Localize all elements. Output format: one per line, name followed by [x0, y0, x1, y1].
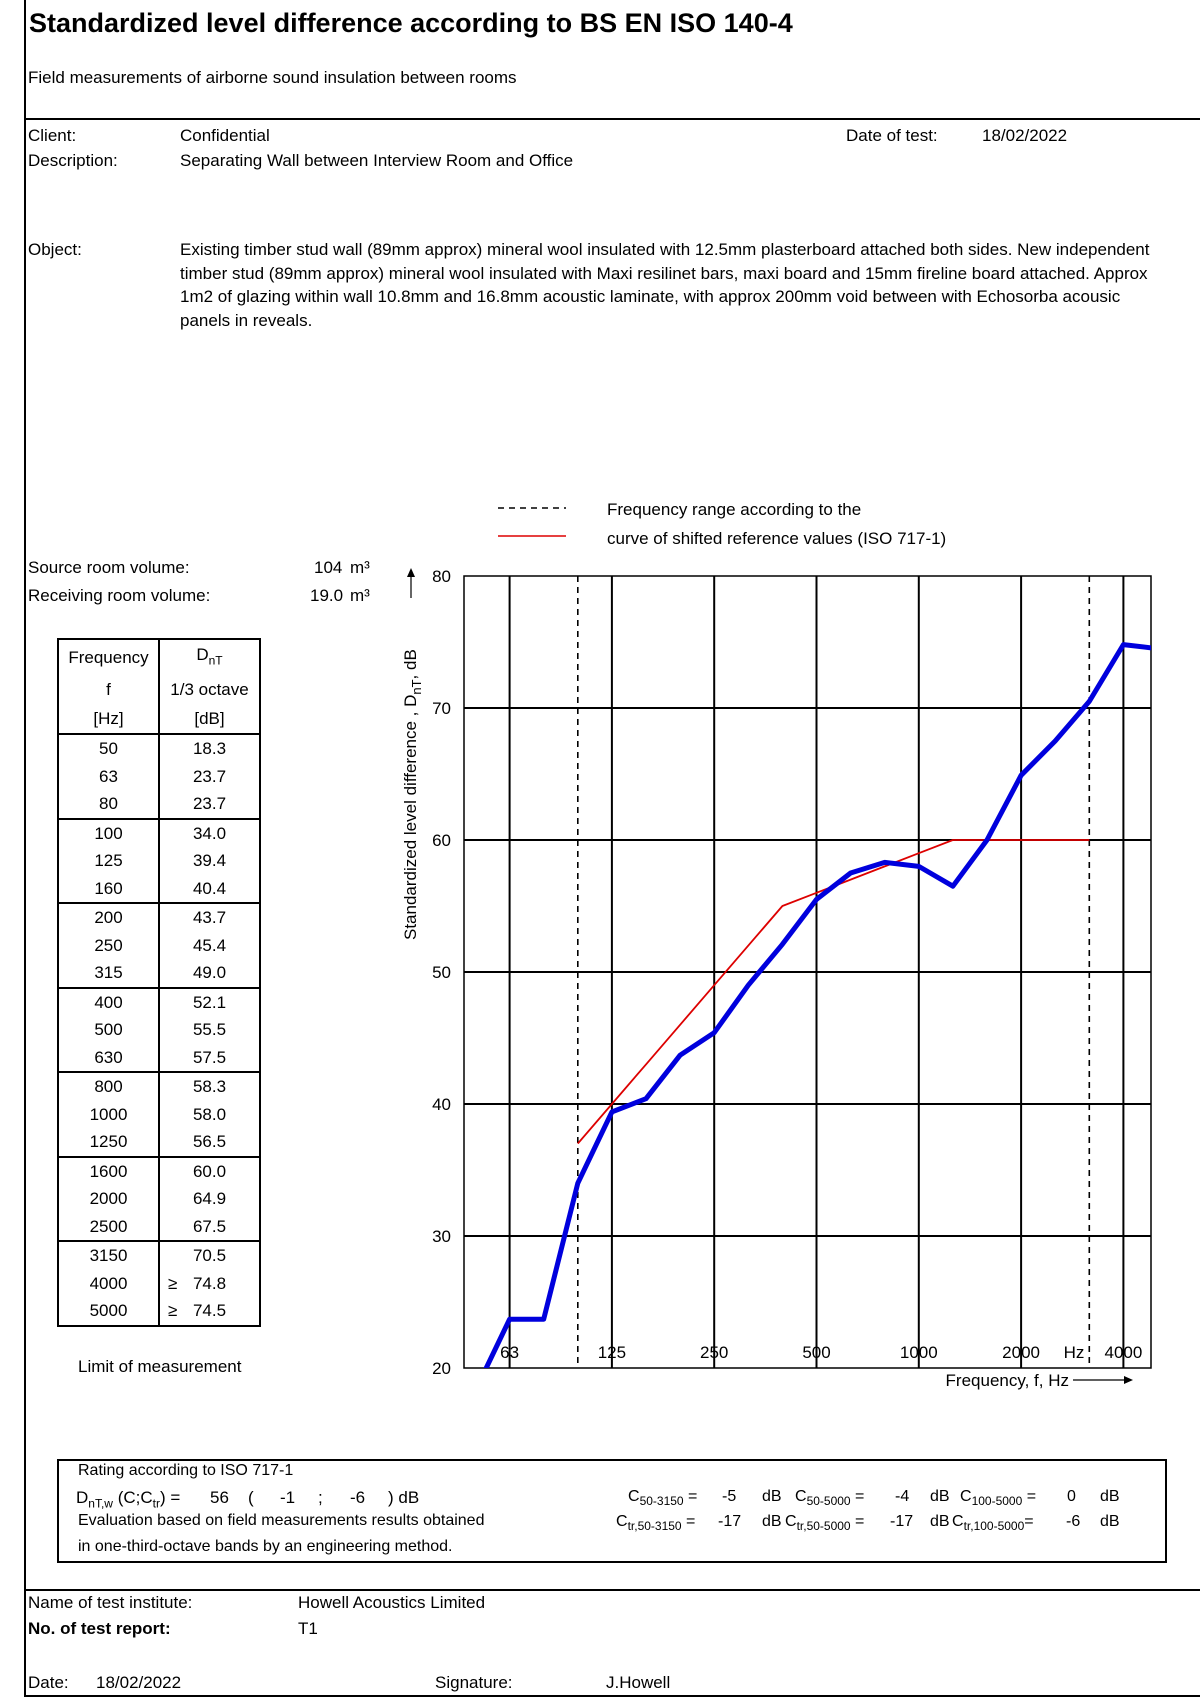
frequency-cell: 63 [58, 763, 159, 791]
footer-date-label: Date: [28, 1673, 69, 1692]
limit-symbol: ≥ [168, 1273, 178, 1293]
report-number-value: T1 [298, 1619, 318, 1638]
header-octave-text: 1/3 octave [170, 679, 249, 699]
x-axis-arrow [1073, 1376, 1133, 1384]
frequency-cell: 4000 [58, 1270, 159, 1298]
x-tick-label: 2000 [1002, 1343, 1041, 1362]
dnt-value: 23.7 [192, 766, 227, 786]
c-100-5000-label: $C_{100-5000}$ = [960, 1488, 1037, 1509]
client-label: Client: [28, 126, 77, 145]
dnt-value: 70.5 [192, 1246, 227, 1266]
date-of-test-label: Date of test: [846, 126, 938, 145]
frequency-cell: 160 [58, 875, 159, 904]
dnt-value: 23.7 [192, 794, 227, 814]
dnt-value: 56.5 [192, 1132, 227, 1152]
c-100-5000-unit: dB [1100, 1488, 1120, 1505]
x-tick-label: 63 [500, 1343, 520, 1362]
c-50-5000-unit: dB [930, 1488, 950, 1505]
rating-eval-2: in one-third-octave bands by an engineering method. [78, 1538, 453, 1555]
rating-paren-end: ) = [160, 1488, 181, 1507]
receiving-volume-label: Receiving room volume: [28, 586, 211, 605]
c-50-3150-unit: dB [762, 1488, 782, 1505]
rating-unit: ) dB [388, 1488, 420, 1507]
receiving-volume-unit: m³ [350, 586, 370, 605]
rating-c-value: -1 [280, 1488, 296, 1507]
frequency-cell: 2000 [58, 1185, 159, 1213]
description-value: Separating Wall between Interview Room and Office [180, 151, 574, 170]
frequency-cell: 800 [58, 1072, 159, 1101]
dnt-value: 45.4 [192, 935, 227, 955]
rating-eval-1: Evaluation based on field measurements results obtained [78, 1512, 485, 1529]
rating-rw-value: 56 [210, 1488, 229, 1507]
dnt-value: 55.5 [192, 1020, 227, 1040]
signature-label: Signature: [435, 1673, 513, 1692]
description-label: Description: [28, 151, 118, 170]
y-axis-title [401, 649, 424, 940]
ctr-100-5000-value: -6 [1066, 1513, 1081, 1530]
y-tick-label: 50 [432, 963, 451, 982]
dnt-value: 74.8 [192, 1273, 227, 1293]
signature-value: J.Howell [606, 1673, 671, 1692]
footer-date-value: 18/02/2022 [96, 1673, 182, 1692]
x-tick-label: 4000 [1104, 1343, 1143, 1362]
frequency-cell: 80 [58, 790, 159, 819]
header-hz-text: [Hz] [93, 708, 124, 728]
frequency-cell: 250 [58, 932, 159, 960]
ctr-100-5000-label: $C_{tr,100-5000}=$ [952, 1513, 1034, 1534]
frequency-cell: 500 [58, 1016, 159, 1044]
institute-label: Name of test institute: [28, 1593, 193, 1612]
c-50-5000-value: -4 [895, 1488, 910, 1505]
source-volume-label: Source room volume: [28, 558, 190, 577]
x-tick-label: 500 [802, 1343, 831, 1362]
y-tick-label: 60 [432, 831, 451, 850]
ctr-50-5000-value: -17 [890, 1513, 914, 1530]
frequency-cell: 400 [58, 988, 159, 1017]
frequency-cell: 200 [58, 903, 159, 932]
ctr-50-3150-value: -17 [718, 1513, 742, 1530]
y-axis-title-sub: nT [409, 679, 424, 695]
institute-value: Howell Acoustics Limited [298, 1593, 486, 1612]
dnt-value: 49.0 [192, 963, 227, 983]
dnt-value: 52.1 [192, 992, 227, 1012]
rating-ctr-value: -6 [350, 1488, 366, 1507]
rating-heading: Rating according to ISO 717-1 [78, 1462, 294, 1479]
rating-paren-sub: tr [152, 1496, 160, 1511]
dnt-value: 60.0 [192, 1161, 227, 1181]
x-tick-label: 1000 [899, 1343, 938, 1362]
rating-paren: (C;C [117, 1488, 153, 1507]
legend-text-1: Frequency range according to the [607, 500, 862, 519]
dnt-value: 74.5 [192, 1301, 227, 1321]
header-dnt-sub: nT [208, 653, 223, 668]
y-tick-label: 30 [432, 1227, 451, 1246]
x-tick-label: 125 [597, 1343, 627, 1362]
page-title: Standardized level difference according to BS EN ISO 140-4 [29, 8, 793, 38]
client-value: Confidential [180, 126, 270, 145]
ctr-50-5000-label: $C_{tr,50-5000}$ = [785, 1513, 865, 1534]
frequency-cell: 5000 [58, 1297, 159, 1326]
frequency-cell: 1000 [58, 1101, 159, 1129]
frequency-cell: 2500 [58, 1213, 159, 1242]
y-tick-label: 20 [432, 1359, 451, 1378]
dnt-value: 34.0 [192, 823, 227, 843]
header-dnt-main: D [196, 645, 209, 664]
y-axis-title-main: Standardized level difference , D [401, 694, 420, 940]
frequency-cell: 3150 [58, 1241, 159, 1270]
dnt-value: 40.4 [192, 878, 227, 898]
chart-x-ticks [500, 1343, 1142, 1362]
dnt-value: 43.7 [192, 908, 227, 928]
dnt-value: 39.4 [192, 851, 227, 871]
header-f-text: f [106, 679, 111, 699]
divider-footer [24, 1589, 1200, 1591]
object-description: Existing timber stud wall (89mm approx) mineral wool insulated with 12.5mm plasterboard attached both sides. New independent timber stud (89mm approx) mineral wool insulated with Maxi resilinet bars, maxi board and 15mm fireline board attached. Approx 1m2 of glazing within wall 10.8mm and 16.8mm acoustic laminate, with approx 200mm void between with Echosorba acousic panels in reveals. [180, 240, 1150, 330]
source-volume-value: 104 [314, 558, 343, 577]
y-axis-arrow [407, 568, 415, 598]
rating-dntw [76, 1488, 180, 1510]
y-axis-title-unit: , dB [401, 649, 420, 680]
y-tick-label: 80 [432, 567, 451, 586]
limit-symbol: ≥ [168, 1301, 178, 1321]
chart-y-ticks [432, 567, 451, 1378]
ctr-50-3150-label: $C_{tr,50-3150}$ = [616, 1513, 696, 1534]
frequency-cell: 50 [58, 734, 159, 763]
rating-d-sub: nT,w [88, 1496, 113, 1511]
header-db-text: [dB] [194, 708, 225, 728]
report-number-label: No. of test report: [28, 1619, 171, 1638]
rating-d: D [76, 1488, 89, 1507]
y-tick-label: 40 [432, 1095, 451, 1114]
rating-semicolon: ; [318, 1488, 323, 1507]
page-subtitle: Field measurements of airborne sound insulation between rooms [28, 68, 517, 87]
limit-of-measurement-note: Limit of measurement [78, 1357, 242, 1376]
dnt-value: 64.9 [192, 1189, 227, 1209]
frequency-cell: 125 [58, 847, 159, 875]
receiving-volume-value: 19.0 [310, 586, 344, 605]
date-of-test-value: 18/02/2022 [982, 126, 1068, 145]
c-100-5000-value: 0 [1067, 1488, 1076, 1505]
header-frequency-text: Frequency [68, 648, 149, 668]
frequency-cell: 1600 [58, 1157, 159, 1186]
y-tick-label: 70 [432, 699, 451, 718]
frequency-cell: 630 [58, 1044, 159, 1073]
frequency-cell: 1250 [58, 1128, 159, 1157]
dnt-value: 18.3 [192, 739, 227, 759]
dnt-value: 58.3 [192, 1077, 227, 1097]
dnt-value: 58.0 [192, 1104, 227, 1124]
c-50-3150-value: -5 [722, 1488, 737, 1505]
x-axis-title: Frequency, f, Hz [945, 1371, 1069, 1390]
source-volume-unit: m³ [350, 558, 370, 577]
rating-open-paren: ( [248, 1488, 254, 1507]
c-50-5000-label: $C_{50-5000}$ = [795, 1488, 865, 1509]
frequency-cell: 315 [58, 959, 159, 988]
x-tick-label: 250 [700, 1343, 729, 1362]
dnt-value: 57.5 [192, 1047, 227, 1067]
legend-text-2: curve of shifted reference values (ISO 717-1) [607, 529, 947, 548]
frequency-cell: 100 [58, 819, 159, 848]
c-50-3150-label: $C_{50-3150}$ = [628, 1488, 698, 1509]
dnt-value: 67.5 [192, 1216, 227, 1236]
ctr-50-5000-unit: dB [930, 1513, 950, 1530]
ctr-100-5000-unit: dB [1100, 1513, 1120, 1530]
ctr-50-3150-unit: dB [762, 1513, 782, 1530]
object-label: Object: [28, 240, 82, 259]
x-axis-hz-label: Hz [1063, 1343, 1085, 1362]
chart-grid [464, 576, 1151, 1368]
